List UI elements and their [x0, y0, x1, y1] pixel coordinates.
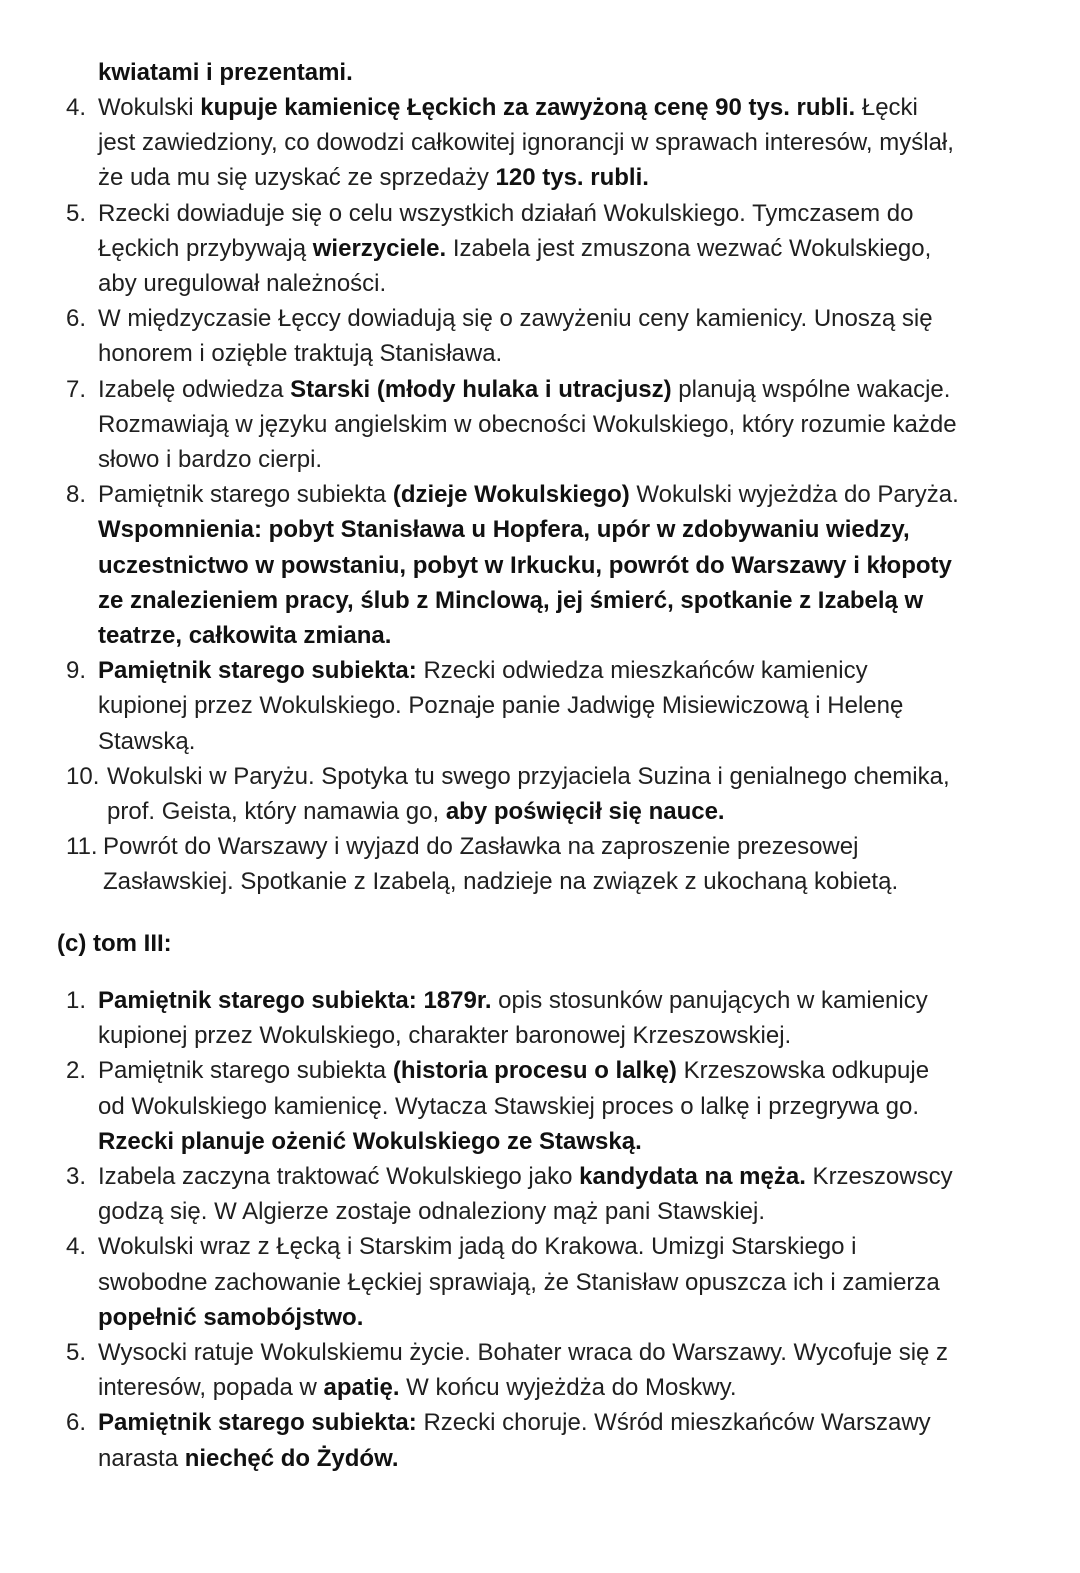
list-number: 5. — [66, 199, 87, 227]
list-number: 4. — [66, 1233, 87, 1261]
item-text: Wokulski w Paryżu. Spotyka tu swego przyjaciela Suzina i genialnego chemika, prof. Geista, który namawia go, — [107, 762, 950, 826]
item-text: Wysocki ratuje Wokulskiemu życie. Bohater wraca do Warszawy. Wycofuje się z interesów, popada w — [98, 1339, 949, 1402]
item-text: Rzecki odwiedza mieszkańców kamienicy kupionej przez Wokulskiego. Poznaje panie Jadwigę Misiewiczową i Helenę Stawską. — [98, 657, 904, 755]
item-text: planują wspólne wakacje. Rozmawiają w języku angielskim w obecności Wokulskiego, który rozumie każde słowo i bardzo cierpi. — [98, 375, 957, 474]
list-item — [0, 301, 960, 371]
item-text: Krzeszowska odkupuje od Wokulskiego kamienicę. Wytacza Stawskiej proces o lalkę i przegrywa go. — [98, 1057, 930, 1120]
item-text: Pamiętnik starego subiekta — [98, 481, 393, 509]
item-text: W końcu wyjeżdża do Moskwy. — [399, 1374, 737, 1402]
item-bold-text: Pamiętnik starego subiekta: — [98, 1409, 417, 1437]
item-text: W międzyczasie Łęccy dowiadują się o zawyżeniu ceny kamienicy. Unoszą się honorem i ozięble traktują Stanisława. — [98, 305, 933, 368]
volume3-list — [0, 983, 960, 1476]
list-number: 3. — [66, 1163, 87, 1191]
volume2-list — [0, 90, 960, 900]
item-text: Izabela zaczyna traktować Wokulskiego jako — [98, 1163, 580, 1191]
item-text: Łęcki jest zawiedziony, co dowodzi całkowitej ignorancji w sprawach interesów, myślał, że uda mu się uzyskać ze sprzedaży — [98, 94, 954, 192]
item-text: Powrót do Warszawy i wyjazd do Zasławka na zaproszenie prezesowej Zasławskiej. Spotkanie z Izabelą, nadzieje na związek z ukochaną kobietą. — [103, 833, 899, 896]
item-bold-text: Wspomnienia: pobyt Stanisława u Hopfera, upór w zdobywaniu wiedzy, uczestnictwo w powstaniu, pobyt w Irkucku, powrót do Warszawy i kłopoty ze znalezieniem pracy, ślub z Minclową, jej śmierć, spotkanie z Izabelą w teatrze, całkowita zmiana. — [98, 516, 952, 650]
list-number: 1. — [66, 987, 87, 1014]
item-bold-text: kupuje kamienicę Łęckich za zawyżoną cenę 90 tys. rubli. — [200, 94, 856, 121]
list-item — [0, 1405, 960, 1475]
list-item — [0, 477, 960, 653]
item-bold-text: Pamiętnik starego subiekta: 1879r. — [98, 987, 492, 1014]
item-text: Krzeszowscy godzą się. W Algierze zostaje odnaleziony mąż pani Stawskiej. — [98, 1163, 953, 1226]
list-number: 6. — [66, 1409, 87, 1437]
list-item — [0, 1053, 960, 1159]
item-bold-text: Pamiętnik starego subiekta: — [98, 657, 417, 685]
list-item — [0, 653, 960, 759]
item-bold-text: 120 tys. rubli. — [495, 164, 649, 192]
item-bold-text: kandydata na męża. — [579, 1163, 806, 1191]
item-bold-text: Rzecki planuje ożenić Wokulskiego ze Stawską. — [98, 1127, 642, 1155]
item-bold-text: popełnić samobójstwo. — [98, 1303, 364, 1331]
list-number: 6. — [66, 305, 87, 333]
list-number: 7. — [66, 375, 87, 403]
item-text: Izabelę odwiedza — [98, 375, 291, 403]
list-number: 2. — [66, 1057, 87, 1085]
list-number: 10. — [66, 762, 100, 790]
item-bold-text: niechęć do Żydów. — [184, 1444, 399, 1472]
list-item — [0, 1229, 960, 1335]
item-text: Izabela jest zmuszona wezwać Wokulskiego, aby uregulował należności. — [98, 234, 932, 298]
list-number: 11. — [66, 833, 98, 861]
item-bold-text: aby poświęcił się nauce. — [445, 798, 725, 826]
list-item — [0, 1335, 960, 1405]
item-text: Wokulski wraz z Łęcką i Starskim jadą do Krakowa. Umizgi Starskiego i swobodne zachowanie Łęckiej sprawiają, że Stanisław opuszcza ich i zamierza — [98, 1233, 940, 1296]
item-text: Rzecki choruje. Wśród mieszkańców Warszawy narasta — [98, 1409, 931, 1472]
item-bold-text: apatię. — [323, 1374, 400, 1402]
item-bold-text: wierzyciele. — [312, 234, 447, 262]
list-number: 4. — [66, 94, 87, 121]
list-item — [0, 759, 960, 829]
item-text: Rzecki dowiaduje się o celu wszystkich działań Wokulskiego. Tymczasem do Łęckich przybywają — [98, 199, 914, 262]
item-text: opis stosunków panujących w kamienicy kupionej przez Wokulskiego, charakter baronowej Krzeszowskiej. — [98, 987, 928, 1050]
item-bold-text: Starski (młody hulaka i utracjusz) — [290, 375, 672, 403]
continuation-text — [98, 55, 1038, 90]
item-text: Wokulski wyjeżdża do Paryża. — [629, 481, 959, 509]
list-item — [0, 90, 960, 196]
list-item — [0, 829, 960, 899]
section-heading: (c) tom III: — [57, 930, 172, 957]
item-text: Wokulski — [98, 94, 201, 121]
list-number: 8. — [66, 481, 87, 509]
list-item — [0, 196, 960, 302]
item-bold-text: (historia procesu o lalkę) — [392, 1057, 677, 1085]
list-item — [0, 372, 960, 478]
list-item — [0, 983, 960, 1053]
list-item — [0, 1159, 960, 1229]
item-bold-text: (dzieje Wokulskiego) — [392, 481, 630, 509]
continuation-bold: kwiatami i prezentami. — [98, 59, 353, 86]
list-number: 5. — [66, 1339, 87, 1367]
list-number: 9. — [66, 657, 87, 685]
item-text: Pamiętnik starego subiekta — [98, 1057, 393, 1085]
